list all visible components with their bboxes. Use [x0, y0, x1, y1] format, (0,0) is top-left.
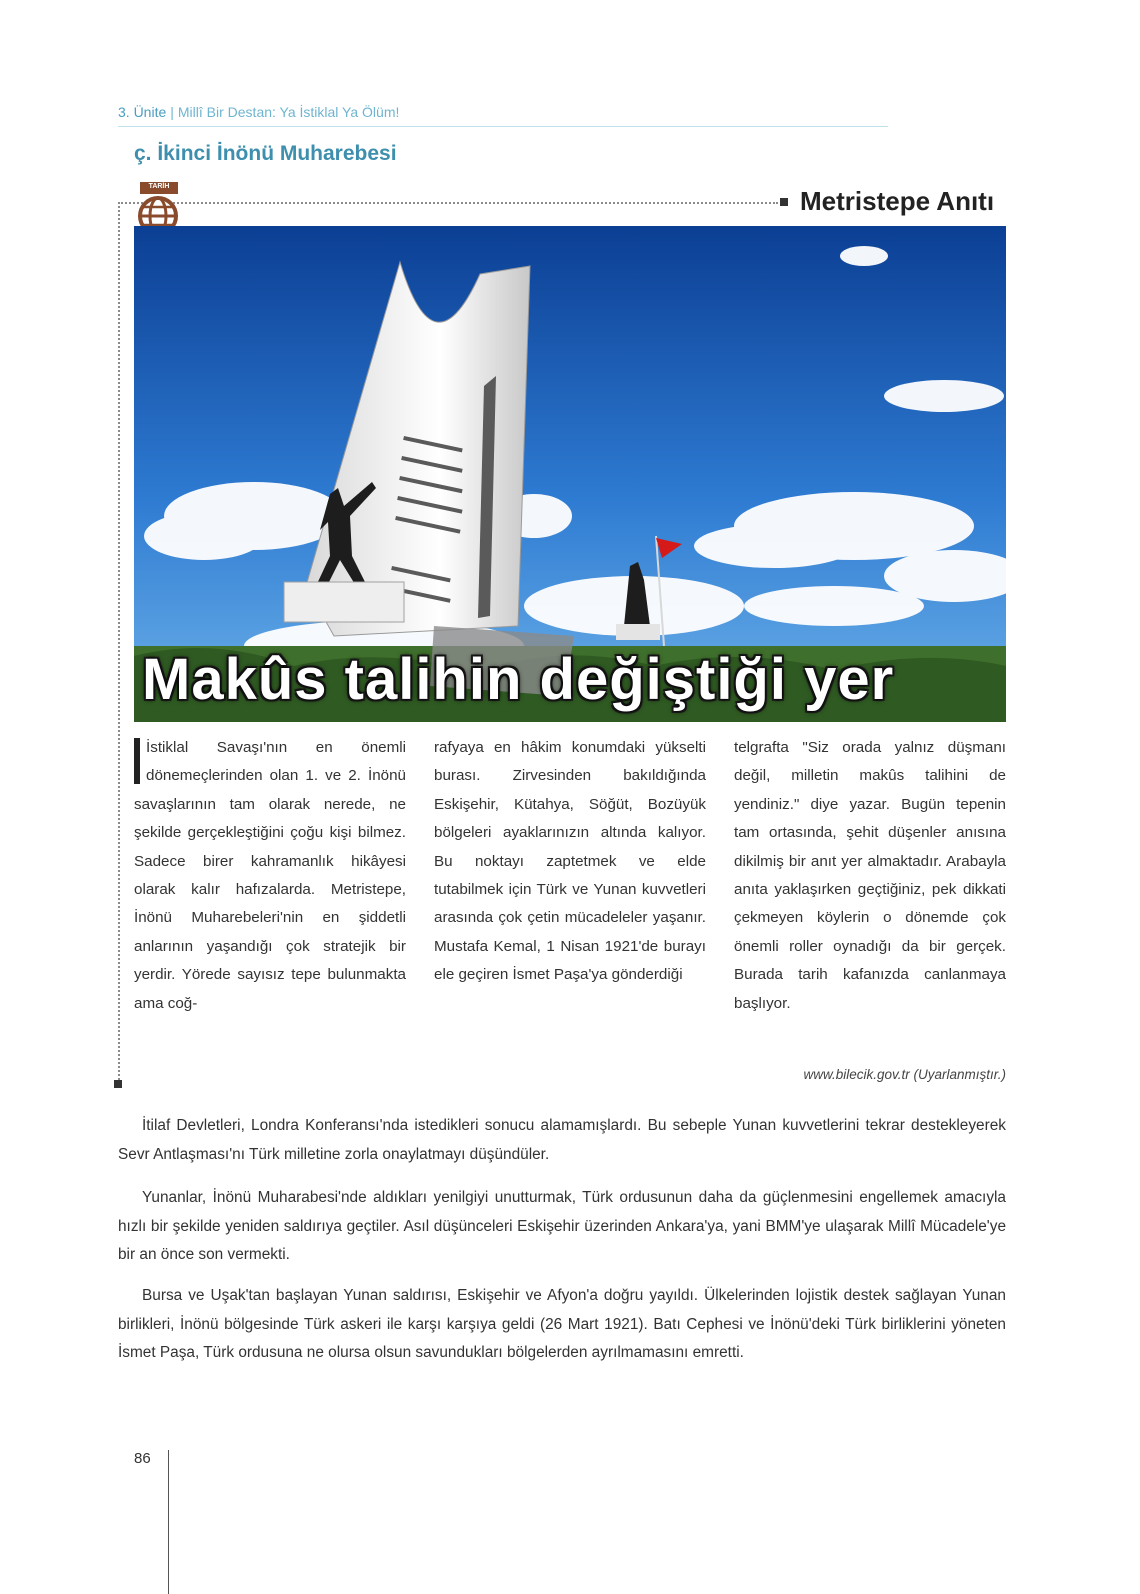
body-paragraph: Yunanlar, İnönü Muharabesi'nde aldıkları yenilgiyi unutturmak, Türk ordusunun daha da güçlenmesini engellemek amacıyla hızlı bir şekilde yeniden saldırıya geçtiler. Asıl düşünceleri Eskişehir üzerinden Ankara'ya, yani BMM'ye ulaşarak Millî Mücadele'ye bir an önce son vermekti. [118, 1189, 1006, 1263]
page-number: 86 [134, 1450, 151, 1467]
box-end-marker [114, 1080, 122, 1088]
running-header [118, 104, 399, 120]
article-column-2 [434, 734, 706, 990]
box-top-border [118, 202, 778, 204]
box-title-marker [780, 198, 788, 206]
box-title: Metristepe Anıtı [800, 186, 995, 216]
badge-label: TARİH [140, 182, 178, 192]
page-number-rule [168, 1450, 169, 1594]
photo-headline: Makûs talihin değiştiği yer [142, 647, 895, 712]
header-separator: | [170, 104, 174, 120]
box-left-border [118, 202, 120, 1084]
unit-label: 3. Ünite [118, 104, 167, 120]
drop-cap-marker [134, 738, 140, 784]
unit-title: Millî Bir Destan: Ya İstiklal Ya Ölüm! [177, 104, 400, 120]
column-text: telgrafta "Siz orada yalnız düşmanı değil, milletin makûs talihini de yendiniz." diye yazar. Bugün tepenin tam ortasında, şehit düşenler anısına dikilmiş bir anıt yer almaktadır. Arabayla anıta yaklaşırken geçtiğiniz, pek dikkati çekmeyen köylerin o dönemde çok önemli roller oynadığı da bir gerçek. Burada tarih kafanızda canlanmaya başlıyor. [734, 739, 1006, 1012]
section-title: ç. İkinci İnönü Muharebesi [134, 142, 397, 165]
source-citation: www.bilecik.gov.tr (Uyarlanmıştır.) [803, 1067, 1006, 1082]
body-paragraph: Bursa ve Uşak'tan başlayan Yunan saldırısı, Eskişehir ve Afyon'a doğru yayıldı. Ülkelerinden lojistik destek sağlayan Yunan birlikleri, İnönü bölgesinde Türk askeri ile karşı karşıya geldi (26 Mart 1921). Batı Cephesi ve İnönü'deki Türk birliklerini yöneten İsmet Paşa, Türk ordusuna ne olursa olsun savundukları bölgelerden ayrılmamasını emretti. [118, 1287, 1006, 1361]
article-column-3 [734, 734, 1006, 1018]
column-text: rafyaya en hâkim konumdaki yükselti burası. Zirvesinden bakıldığında Eskişehir, Kütahya, Söğüt, Bozüyük bölgeleri ayaklarınızın altında kalıyor. Bu noktayı zaptetmek ve elde tutabilmek için Türk ve Yunan kuvvetleri arasında çok çetin mücadeleler yaşanır. Mustafa Kemal, 1 Nisan 1921'de burayı ele geçiren İsmet Paşa'ya gönderdiği [434, 739, 706, 984]
header-rule [118, 126, 888, 127]
monument-photo [134, 226, 1006, 722]
column-text: İstiklal Savaşı'nın en önemli dönemeçlerinden olan 1. ve 2. İnönü savaşlarının tam olarak nerede, ne şekilde gerçekleştiğini çoğu kişi bilmez. Sadece birer kahramanlık hikâyesi olarak kalır hafızalarda. Metristepe, İnönü Muharebeleri'nin en şiddetli anlarının yaşandığı çok stratejik bir yerdir. Yörede sayısız tepe bulunmakta ama coğ- [134, 739, 406, 1012]
article-column-1 [134, 734, 406, 1018]
body-paragraph: İtilaf Devletleri, Londra Konferansı'nda istedikleri sonucu alamamışlardı. Bu sebeple Yunan kuvvetlerini tekrar destekleyerek Sevr Antlaşması'nı Türk milletine zorla onaylatmayı düşündüler. [118, 1117, 1006, 1163]
